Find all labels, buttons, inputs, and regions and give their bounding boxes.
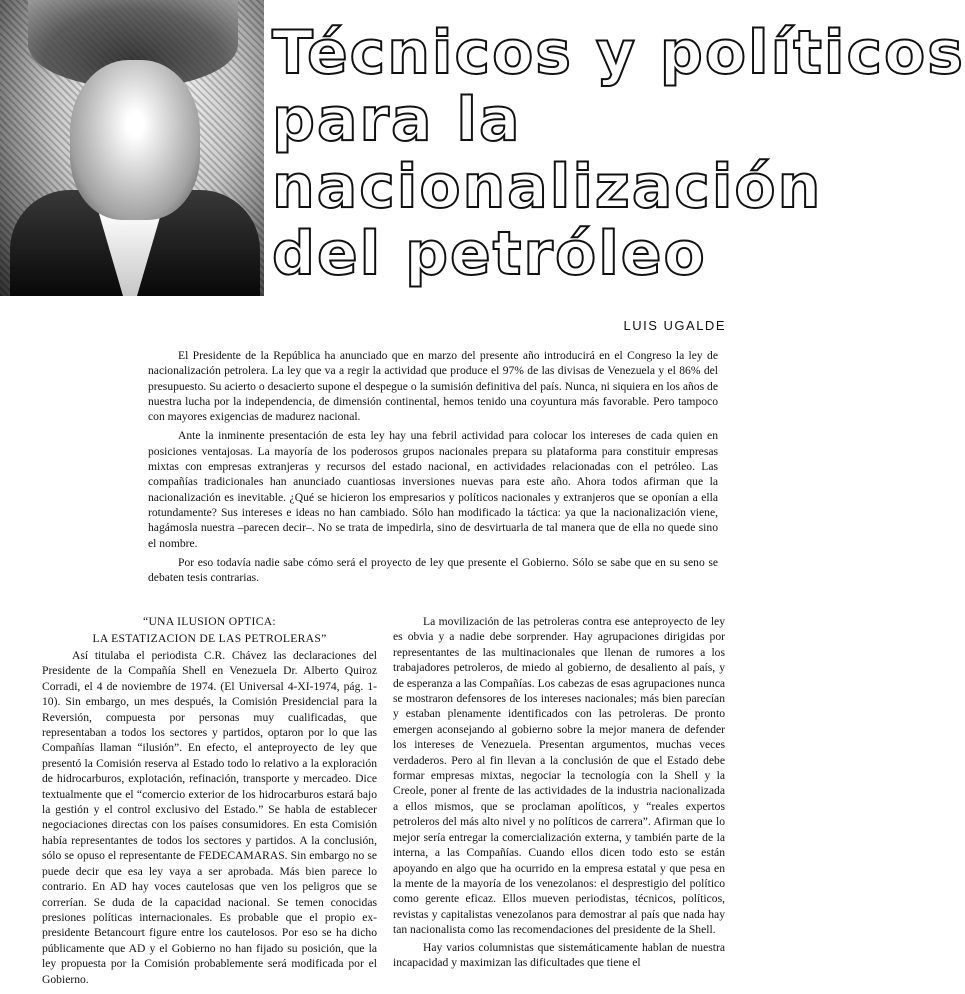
section-heading-line-1: “UNA ILUSION OPTICA: bbox=[143, 615, 276, 628]
intro-paragraph-3: Por eso todavía nadie sabe cómo será el proyecto de ley que presente el Gobierno. Sólo se sabe que en su seno se debaten tesis contrarias. bbox=[148, 555, 718, 585]
intro-paragraph-2: Ante la inminente presentación de esta ley hay una febril actividad para colocar los intereses de cada quien en posiciones ventajosas. La mayoría de los poderosos grupos nacionales prepara su plataforma para constituir empresas mixtas con empresas extranjeras y recursos del estado nacional, en actividades relacionadas con el petróleo. Las compañías tradicionales han anunciado cuantiosas inversiones nuevas para este año. Ahora todos afirman que la nacionalización es inevitable. ¿Qué se hicieron los empresarios y políticos nacionales y extranjeros que se oponían a ella rotundamente? Sus intereses e ideas no han cambiado. Sólo han modificado la táctica: ya que la nacionalización viene, hagámosla nuestra –parecen decir–. No se trata de impedirla, sino de desvirtuarla de tal manera que de ella no quede sino el nombre. bbox=[148, 429, 718, 550]
face-shape bbox=[70, 60, 200, 220]
portrait-photo bbox=[0, 0, 264, 296]
headline-line-2: para la bbox=[272, 85, 522, 155]
left-column bbox=[42, 614, 377, 989]
headline-line-3: nacionalización bbox=[272, 152, 823, 222]
article-headline bbox=[272, 18, 965, 289]
right-column-paragraph-1: La movilización de las petroleras contra ese anteproyecto de ley es obvia y a nadie debe sorprender. Hay agrupaciones dirigidas por representantes de las multinacionales que llenan de rumores a los trabajadores petroleros, de miedo al gobierno, de desaliento al país, y de esperanza a las Compañías. Los cabezas de esas agrupaciones nunca se mostraron defensores de los intereses nacionales; más bien parecían y estaban plenamente identificados con las petroleras. De pronto emergen aconsejando al gobierno sobre la mejor manera de defender los intereses de Venezuela. Presentan argumentos, muchas veces verdaderos. Pero al fin llevan a la conclusión de que el Estado debe formar empresas mixtas, negociar la tecnología con la Shell y la Creole, poner al frente de las actividades de la industria nacionalizada a ellos mismos, que se proclaman apolíticos, y “reales expertos petroleros del más alto nivel y no políticos de carrera”. Afirman que lo mejor sería entregar la comercialización externa, y también parte de la interna, a las Compañías. Cuando ellos dicen todo esto se están apoyando en algo que ha ocurrido en la empresa estatal y que pesa en la mente de la mayoría de los venezolanos: el desprestigio del político como gerente eficaz. Ellos mueven periodistas, técnicos, políticos, revistas y capitalistas venezolanos para demostrar al país que nada hay tan nacionalista como las recomendaciones del presidente de la Shell. bbox=[393, 615, 725, 937]
intro-paragraph-1: El Presidente de la República ha anunciado que en marzo del presente año introducirá en el Congreso la ley de nacionalización petrolera. La ley que va a regir la actividad que produce el 97% de las divisas de Venezuela y el 86% del presupuesto. Su acierto o desacierto supone el despegue o la sumisión definitiva del país. Nunca, ni siquiera en los años de nuestra lucha por la independencia, de dimensión continental, hemos tenido una coyuntura más favorable. Pero tampoco con mayores exigencias de madurez nacional. bbox=[148, 349, 718, 424]
left-column-paragraph: Así titulaba el periodista C.R. Chávez las declaraciones del Presidente de la Compañía Shell en Venezuela Dr. Alberto Quiroz Corradi, el 4 de noviembre de 1974. (El Universal 4-XI-1974, pág. 1-10). Sin embargo, un mes después, la Comisión Presidencial para la Reversión, compuesta por personas muy cualificadas, que representaban a todos los sectores y partidos, optaron por lo que las Compañías llaman “ilusión”. En efecto, el anteproyecto de ley que presentó la Comisión reserva al Estado todo lo relativo a la exploración de hidrocarburos, explotación, refinación, transporte y mercadeo. Dice textualmente que el “comercio exterior de los hidrocarburos estará bajo la gestión y el control exclusivo del Estado.” Se habla de establecer negociaciones directas con los países consumidores. En esta Comisión había representantes de todos los sectores y partidos. A la conclusión, sólo se opuso el representante de FEDECAMARAS. Sin embargo no se puede decir que esa ley vaya a ser aprobada. Más bien parece lo contrario. En AD hay voces cautelosas que ven los peligros que se correrían. Se duda de la capacidad nacional. Se temen conocidas presiones políticas internacionales. Es probable que el propio ex-presidente Betancourt figure entre los cautelosos. Por eso se ha dicho públicamente que AD y el Gobierno no han fijado su posición, que la ley propuesta por la Comisión probablemente será modificada por el Gobierno. bbox=[42, 649, 377, 986]
section-heading-line-2: LA ESTATIZACION DE LAS PETROLERAS” bbox=[92, 632, 327, 645]
intro-section bbox=[148, 348, 718, 589]
right-column bbox=[393, 614, 725, 972]
author-byline: LUIS UGALDE bbox=[623, 318, 726, 333]
headline-line-1: Técnicos y políticos bbox=[272, 18, 965, 88]
right-column-paragraph-2: Hay varios columnistas que sistemáticamente hablan de nuestra incapacidad y maximizan las dificultades que tiene el bbox=[393, 940, 725, 969]
headline-line-4: del petróleo bbox=[272, 219, 707, 289]
